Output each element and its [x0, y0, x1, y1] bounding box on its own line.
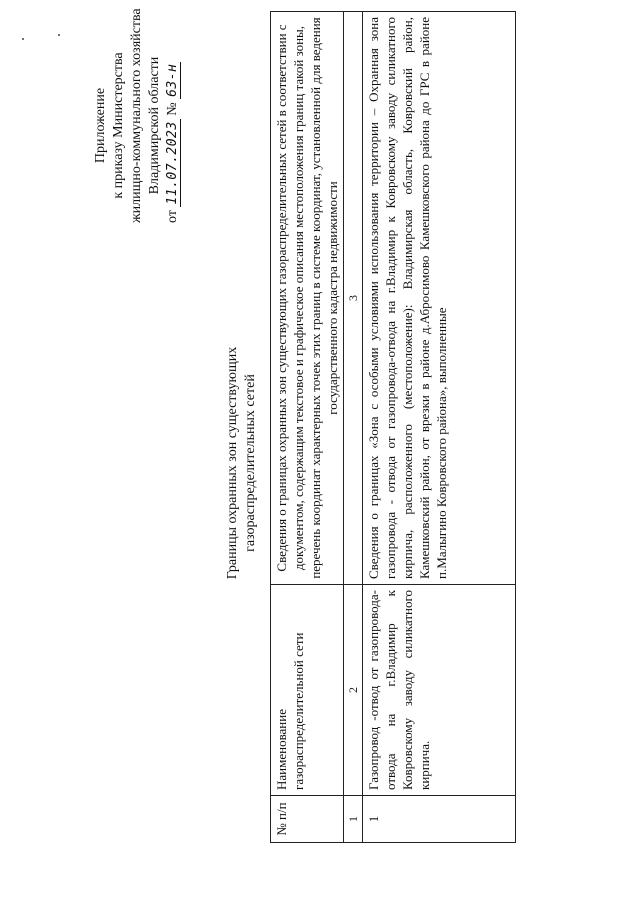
column-number: 3 — [344, 12, 363, 585]
title-line-2: газораспределительных сетей — [243, 374, 258, 552]
column-number: 1 — [344, 796, 363, 843]
document-title — [224, 273, 260, 653]
row-network-name: Газопровод -отвод от газопровода-отвода на г.Владимир к Ковровскому заводу силикатного кирпича. — [363, 585, 516, 796]
table-header-row — [271, 12, 344, 843]
appendix-ministry-line: жилищно-коммунального хозяйства — [129, 8, 144, 223]
gas-network-table — [270, 11, 516, 843]
appendix-region-line: Владимирской области — [147, 56, 162, 195]
row-zone-info: Сведения о границах «Зона с особыми условиями использования территории – Охранная зона газопровода - отвода от газопровода-отвода на г.Владимир к Ковровскому заводу силикатного кирпича, расположенного (местоположение): Владимирская область, Ковровский район, Камешковский район, от врезки в районе д.Абросимово Камешковского района до ГРС в районе п.Малыгино Ковровского района», выполненные — [363, 12, 516, 585]
table-column-number-row — [344, 12, 363, 843]
header-network-name: Наименование газораспределительной сети — [271, 585, 344, 796]
appendix-date-number-line — [164, 28, 182, 223]
handwritten-number: 63-н — [165, 63, 180, 97]
header-zone-info: Сведения о границах охранных зон существующих газораспределительных сетей в соответствии с документом, содержащим текстовое и графическое описания местоположения границ такой зоны, перечень координат характерных точек этих границ в системе координат, установленной для ведения государственного кадастра недвижимости — [271, 12, 344, 585]
from-label: от — [165, 210, 180, 223]
appendix-title: Приложение — [93, 87, 108, 164]
appendix-order-line: к приказу Министерства — [111, 52, 126, 199]
table-row — [363, 12, 516, 843]
handwritten-date: 11.07.2023 — [165, 121, 180, 205]
column-number: 2 — [344, 585, 363, 796]
row-number: 1 — [363, 796, 516, 843]
appendix-block — [92, 8, 182, 223]
number-label: № — [165, 102, 180, 116]
title-line-1: Границы охранных зон существующих — [225, 346, 240, 580]
header-number: № п/п — [271, 796, 344, 843]
